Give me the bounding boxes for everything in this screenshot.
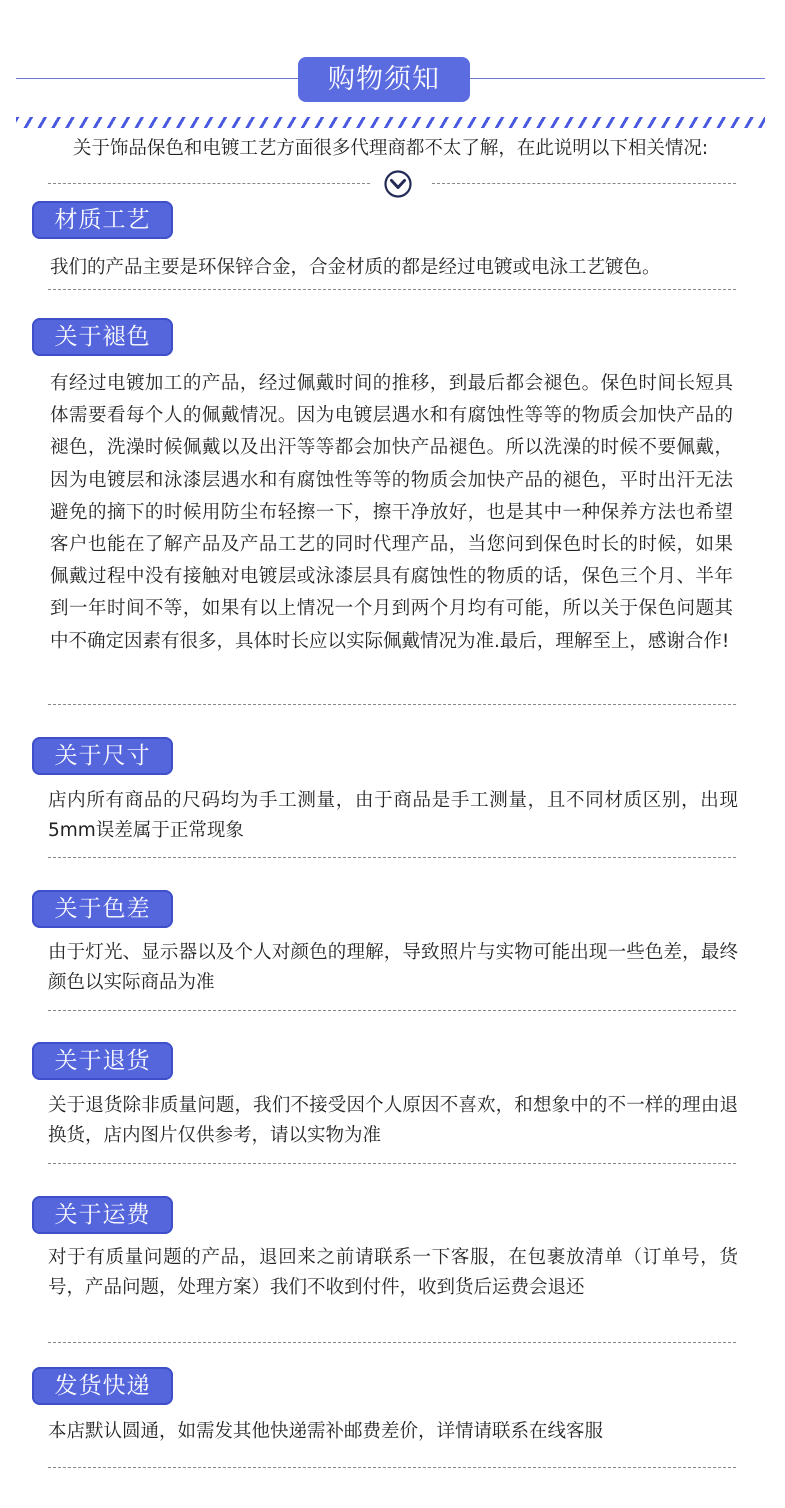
section-body-returns: 关于退货除非质量问题，我们不接受因个人原因不喜欢，和想象中的不一样的理由退换货，店内图片仅供参考，请以实物为准 [48, 1095, 738, 1146]
divider-left [48, 183, 370, 184]
section-divider [48, 1342, 736, 1343]
section-divider [48, 289, 736, 290]
section-divider [48, 857, 736, 858]
section-title-fading: 关于褪色 [32, 318, 173, 356]
section-divider [48, 704, 736, 705]
intro-text: 关于饰品保色和电镀工艺方面很多代理商都不太了解，在此说明以下相关情况: [72, 138, 709, 159]
section-title-returns: 关于退货 [32, 1042, 173, 1080]
section-title-color: 关于色差 [32, 890, 173, 928]
chevron-down-circle-icon [384, 170, 412, 198]
section-body-material: 我们的产品主要是环保锌合金，合金材质的都是经过电镀或电泳工艺镀色。 [50, 257, 661, 278]
section-divider [48, 1467, 736, 1468]
section-divider [48, 1010, 736, 1011]
section-body-size: 店内所有商品的尺码均为手工测量，由于商品是手工测量，且不同材质区别，出现5mm误差属于正常现象 [48, 790, 738, 841]
section-title-material: 材质工艺 [32, 201, 173, 239]
page-title: 购物须知 [298, 57, 470, 102]
section-body-color: 由于灯光、显示器以及个人对颜色的理解，导致照片与实物可能出现一些色差，最终颜色以实际商品为准 [48, 942, 738, 993]
section-title-delivery: 发货快递 [32, 1367, 173, 1405]
section-divider [48, 1163, 736, 1164]
section-body-delivery: 本店默认圆通，如需发其他快递需补邮费差价，详情请联系在线客服 [48, 1421, 604, 1442]
divider-right [432, 183, 736, 184]
section-title-shipping-fee: 关于运费 [32, 1196, 173, 1234]
section-title-size: 关于尺寸 [32, 737, 173, 775]
hatch-divider [16, 117, 765, 128]
section-body-shipping-fee: 对于有质量问题的产品，退回来之前请联系一下客服，在包裹放清单（订单号，货号，产品问题，处理方案）我们不收到付件，收到货后运费会退还 [48, 1247, 738, 1298]
section-body-fading: 有经过电镀加工的产品，经过佩戴时间的推移，到最后都会褪色。保色时间长短具体需要看每个人的佩戴情况。因为电镀层遇水和有腐蚀性等等的物质会加快产品的褪色，洗澡时候佩戴以及出汗等等都会加快产品褪色。所以洗澡的时候不要佩戴，因为电镀层和泳漆层遇水和有腐蚀性等等的物质会加快产品的褪色，平时出汗无法避免的摘下的时候用防尘布轻擦一下，擦干净放好，也是其中一种保养方法也希望客户也能在了解产品及产品工艺的同时代理产品，当您问到保色时长的时候，如果佩戴过程中没有接触对电镀层或泳漆层具有腐蚀性的物质的话，保色三个月、半年到一年时间不等，如果有以上情况一个月到两个月均有可能，所以关于保色问题其中不确定因素有很多，具体时长应以实际佩戴情况为准.最后，理解至上，感谢合作! [50, 373, 733, 652]
